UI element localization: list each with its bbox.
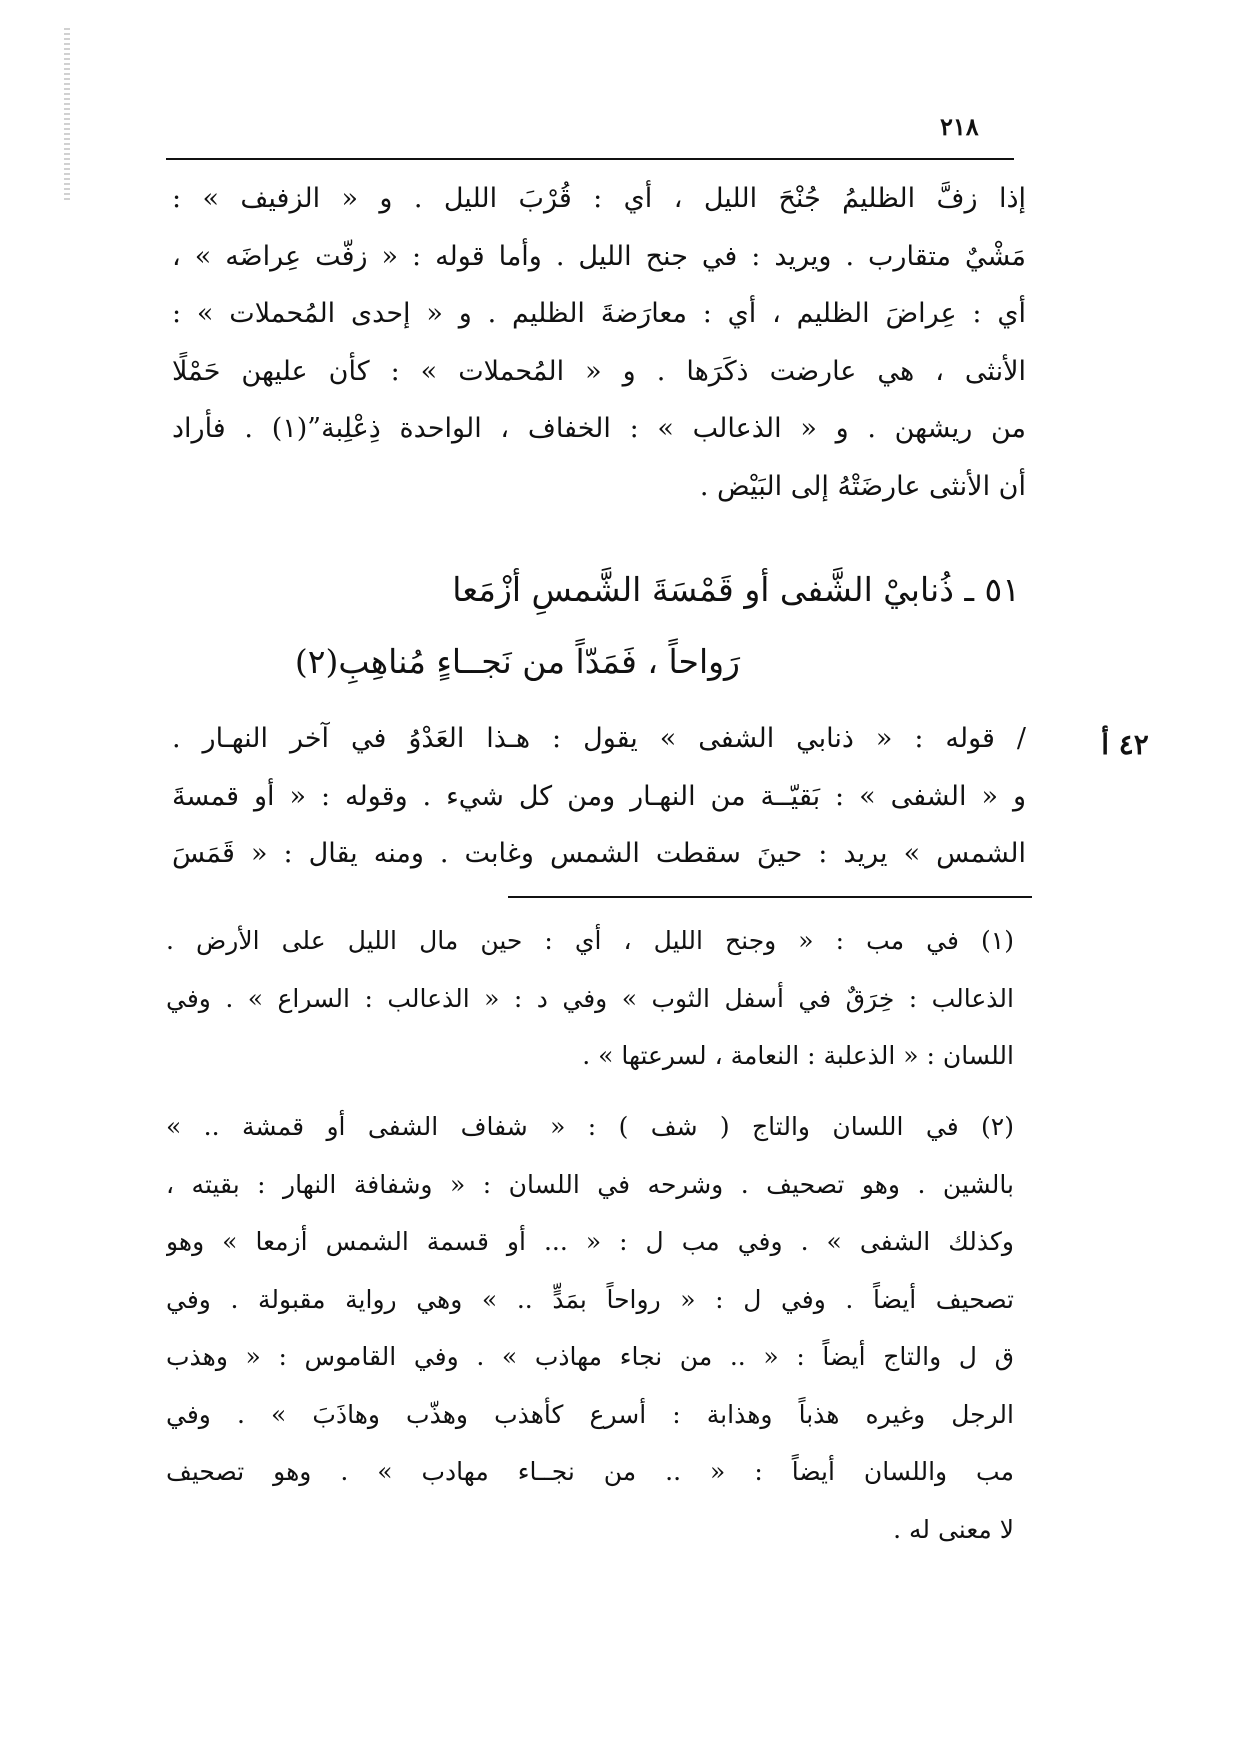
footnote-1 (166, 912, 1014, 1085)
verse-second-hemistich: رَواحاً ، فَمَدّاً من نَجــاءٍ مُناهِبِ(٢) (294, 642, 740, 681)
footnote-line: لا معنى له . (893, 1514, 1014, 1544)
text-line: أي : عِراضَ الظليم ، أي : معارَضةَ الظليم . و « إحدى المُحملات » : (172, 298, 1026, 329)
footnote-line: الذعالب : خِرَقٌ في أسفل الثوب » وفي د : « الذعالب : السراع » . وفي (166, 983, 1014, 1013)
text-line: أن الأنثى عارضَتْهُ إلى البَيْض . (699, 470, 1026, 502)
footnote-line: (١) في مب : « وجنح الليل ، أي : حين مال الليل على الأرض . (166, 926, 1014, 955)
header-rule (166, 158, 1014, 160)
footnote-line: ق ل والتاج أيضاً : « .. من نجاء مهاذب » . وفي القاموس : « وهذب (166, 1342, 1014, 1371)
footnote-line: تصحيف أيضاً . وفي ل : « رواحاً بمَدٍّ .. » وهي رواية مقبولة . وفي (166, 1284, 1014, 1314)
text-line: و « الشفى » : بَقيّــة من النهـار ومن كل شيء . وقوله : « أو قمسةَ (172, 780, 1026, 812)
footnote-line: اللسان : « الذعلبة : النعامة ، لسرعتها » . (582, 1041, 1014, 1070)
text-line: / قوله : « ذنابي الشفى » يقول : هـذا العَدْوُ في آخر النهـار . (172, 723, 1026, 754)
footnote-line: (٢) في اللسان والتاج ( شف ) : « شفاف الشفى أو قمشة .. » (166, 1112, 1014, 1141)
footnote-line: مب واللسان أيضاً : « .. من نجــاء مهادب » . وهو تصحيف (166, 1457, 1014, 1486)
footnote-line: بالشين . وهو تصحيف . وشرحه في اللسان : « وشفافة النهار : بقيته ، (166, 1169, 1014, 1199)
footnote-line: وكذلك الشفى » . وفي مب ل : « ... أو قسمة الشمس أزمعا » وهو (166, 1227, 1014, 1256)
footnote-line: الرجل وغيره هذباً وهذابة : أسرع كأهذب وهذّب وهاذَبَ » . وفي (166, 1399, 1014, 1429)
manuscript-folio-mark: ٤٢ أ (1101, 728, 1149, 761)
text-line: الأنثى ، هي عارضت ذكَرَها . و « المُحملات » : كأن عليهن حَمْلًا (172, 355, 1026, 387)
verse-first-hemistich: ٥١ ـ ذُنابيْ الشَّفى أو قَمْسَةَ الشَّمسِ أزْمَعا (452, 570, 1020, 609)
main-text (172, 170, 1026, 515)
text-line: إذا زفَّ الظليمُ جُنْحَ الليل ، أي : قُرْبَ الليل . و « الزفيف » : (172, 183, 1026, 214)
footnote-2 (166, 1098, 1014, 1558)
scan-edge-artifact (64, 28, 70, 200)
text-line: الشمس » يريد : حينَ سقطت الشمس وغابت . ومنه يقال : « قَمَسَ (172, 838, 1026, 869)
footnote-rule (508, 896, 1032, 898)
page-number: ٢١٨ (940, 112, 979, 141)
text-line: من ريشهن . و « الذعالب » : الخفاف ، الواحدة ذِعْلِبة”(١) . فأراد (172, 413, 1026, 444)
commentary-text (172, 710, 1026, 883)
text-line: مَشْيٌ متقارب . ويريد : في جنح الليل . وأما قوله : « زفّت عِراضَه » ، (172, 240, 1026, 272)
